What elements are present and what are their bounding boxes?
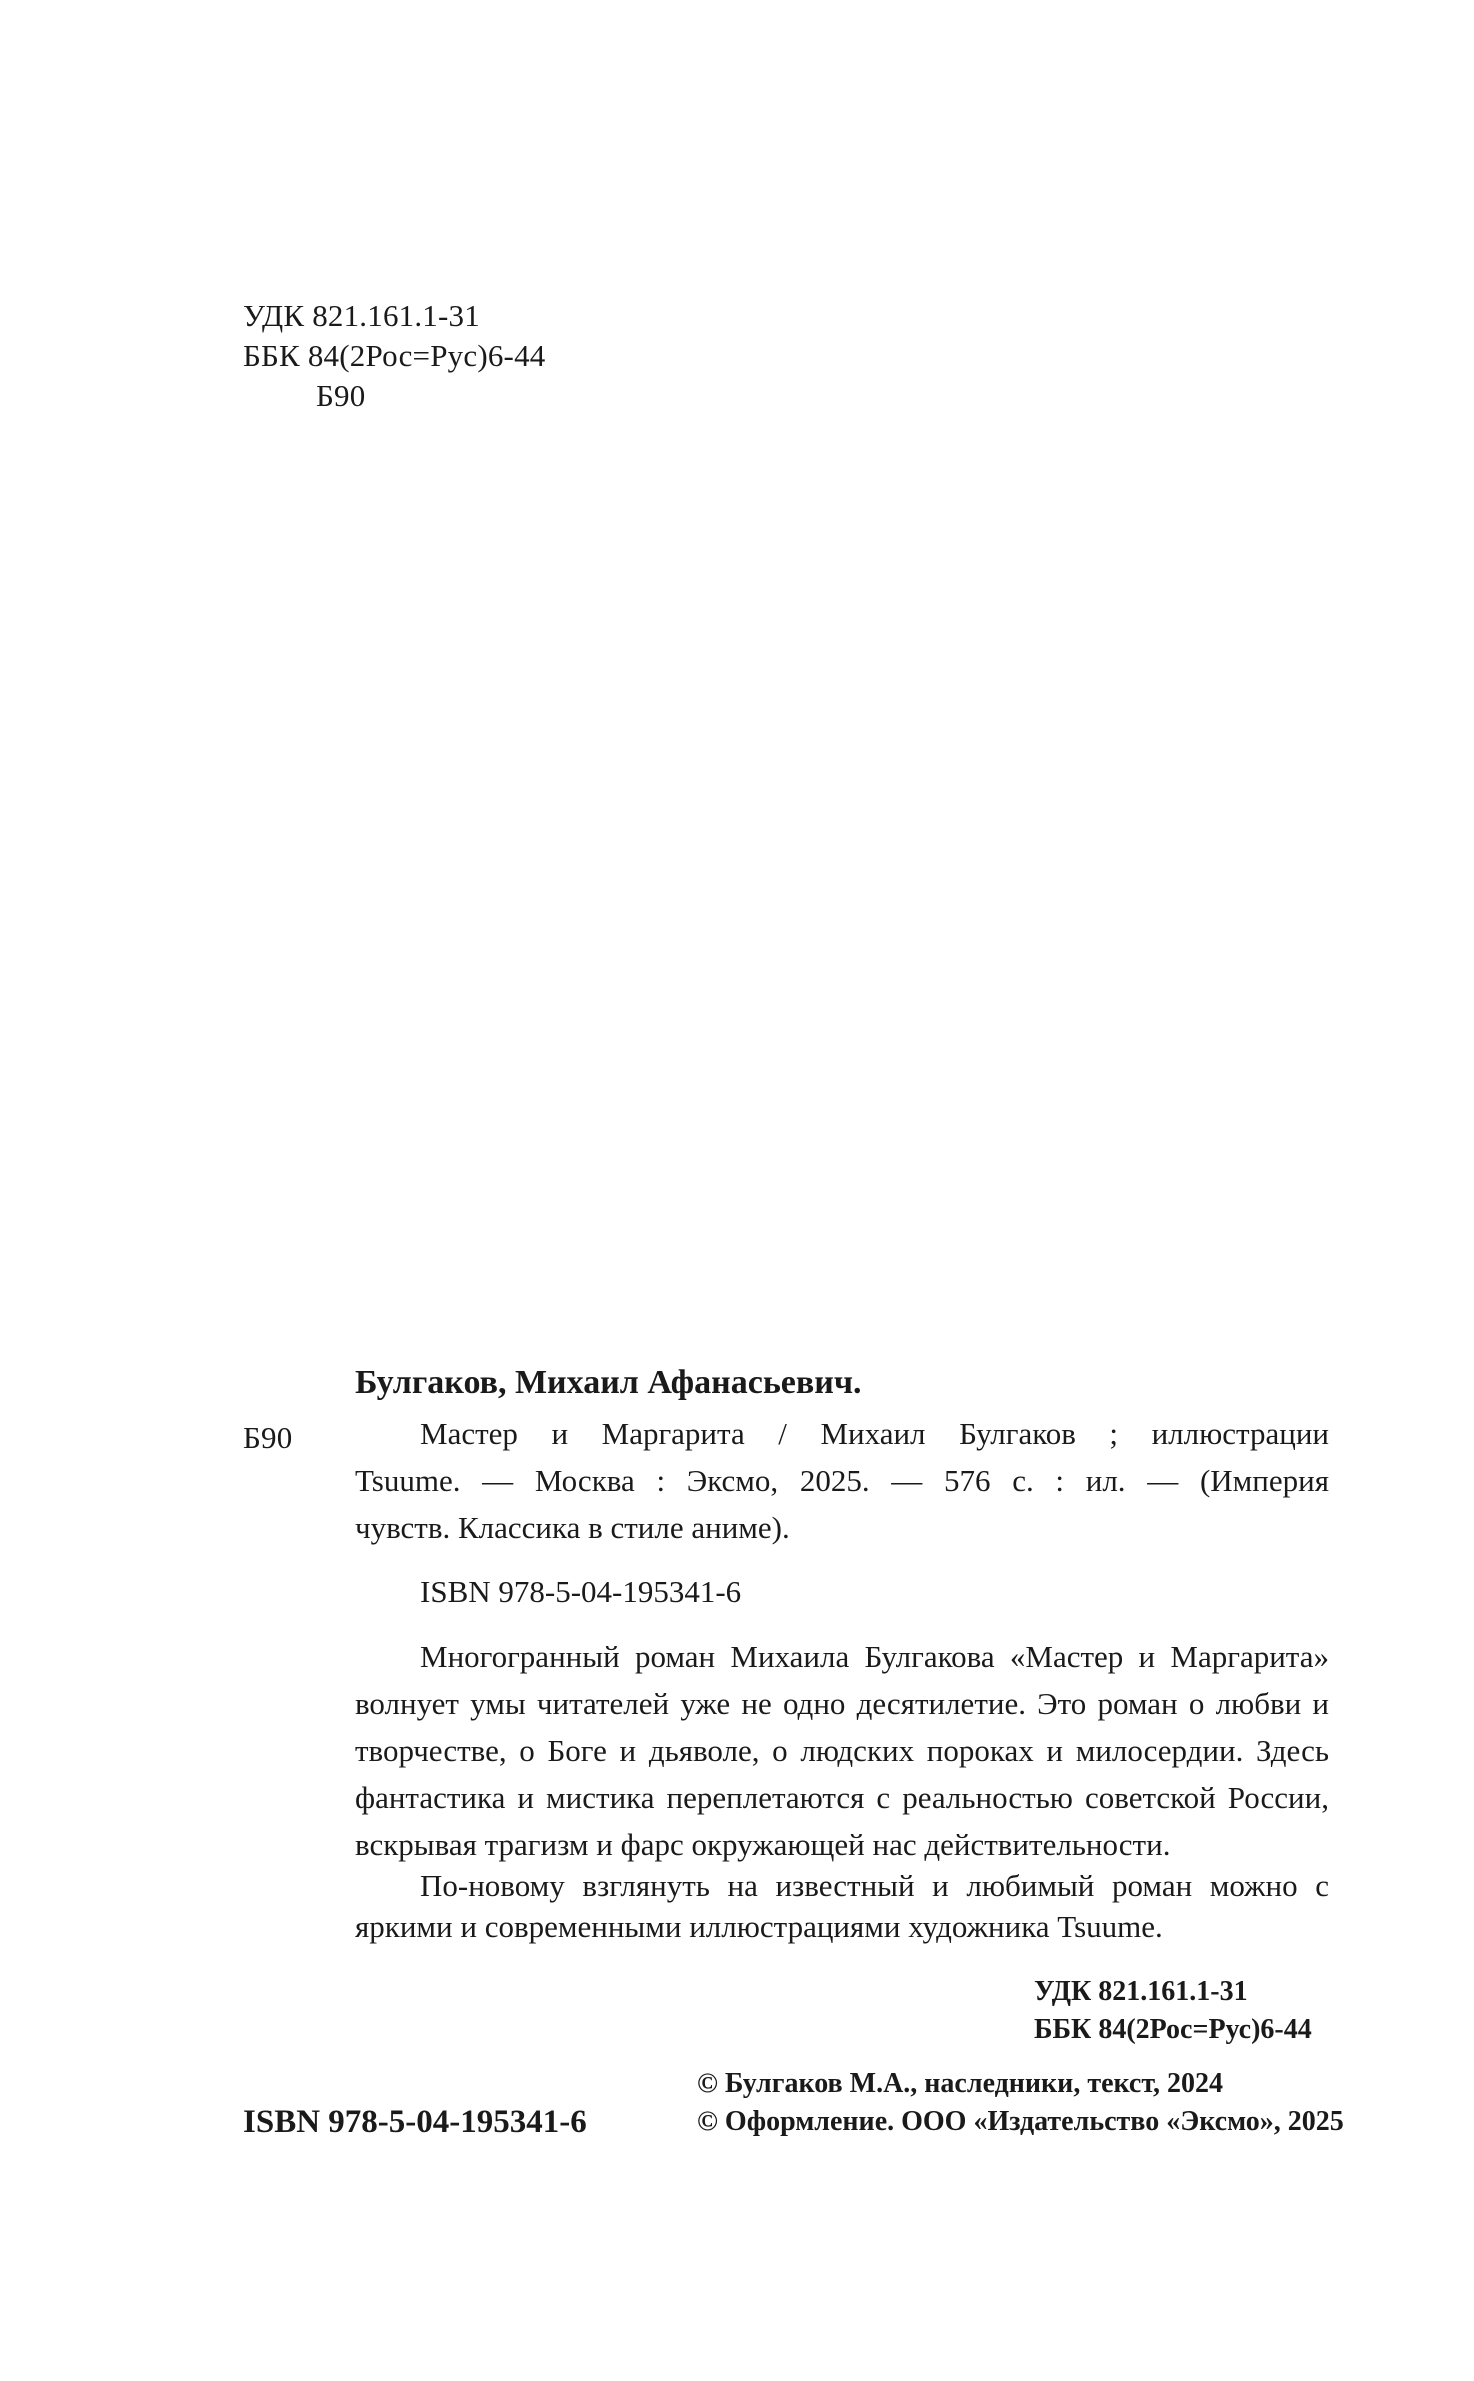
bbk-bottom: ББК 84(2Рос=Рус)6-44 [1034, 2014, 1312, 2045]
bbk-top: ББК 84(2Рос=Рус)6-44 [243, 338, 546, 373]
annotation-p2-line-1: По-новому взглянуть на известный и любимый роман можно с [420, 1868, 1329, 1903]
record-line-1: Мастер и Маргарита / Михаил Булгаков ; иллюстрации [420, 1416, 1329, 1451]
annotation-p2-line-2: яркими и современными иллюстрациями художника Tsuume. [355, 1909, 1163, 1944]
record-line-2: Tsuume. — Москва : Эксмо, 2025. — 576 с. : ил. — (Империя [355, 1463, 1329, 1498]
record-isbn: ISBN 978-5-04-195341-6 [420, 1574, 742, 1609]
udk-top: УДК 821.161.1-31 [243, 298, 480, 333]
record-line-3: чувств. Классика в стиле аниме). [355, 1510, 790, 1545]
annotation-p1-line-5: вскрывая трагизм и фарс окружающей нас действительности. [355, 1827, 1171, 1862]
copyright-design: © Оформление. ООО «Издательство «Эксмо», 2025 [697, 2106, 1344, 2137]
footer-isbn: ISBN 978-5-04-195341-6 [243, 2104, 587, 2140]
annotation-p1-line-1: Многогранный роман Михаила Булгакова «Мастер и Маргарита» [420, 1639, 1329, 1674]
annotation-p1-line-2: волнует умы читателей уже не одно десятилетие. Это роман о любви и [355, 1686, 1329, 1721]
author-code-top: Б90 [316, 378, 366, 413]
author-heading: Булгаков, Михаил Афанасьевич. [355, 1364, 862, 1401]
author-code: Б90 [243, 1420, 293, 1455]
annotation-p1-line-3: творчестве, о Боге и дьяволе, о людских пороках и милосердии. Здесь [355, 1733, 1329, 1768]
udk-bottom: УДК 821.161.1-31 [1034, 1976, 1248, 2007]
annotation-p1-line-4: фантастика и мистика переплетаются с реальностью советской России, [355, 1780, 1329, 1815]
copyright-text: © Булгаков М.А., наследники, текст, 2024 [697, 2068, 1224, 2099]
